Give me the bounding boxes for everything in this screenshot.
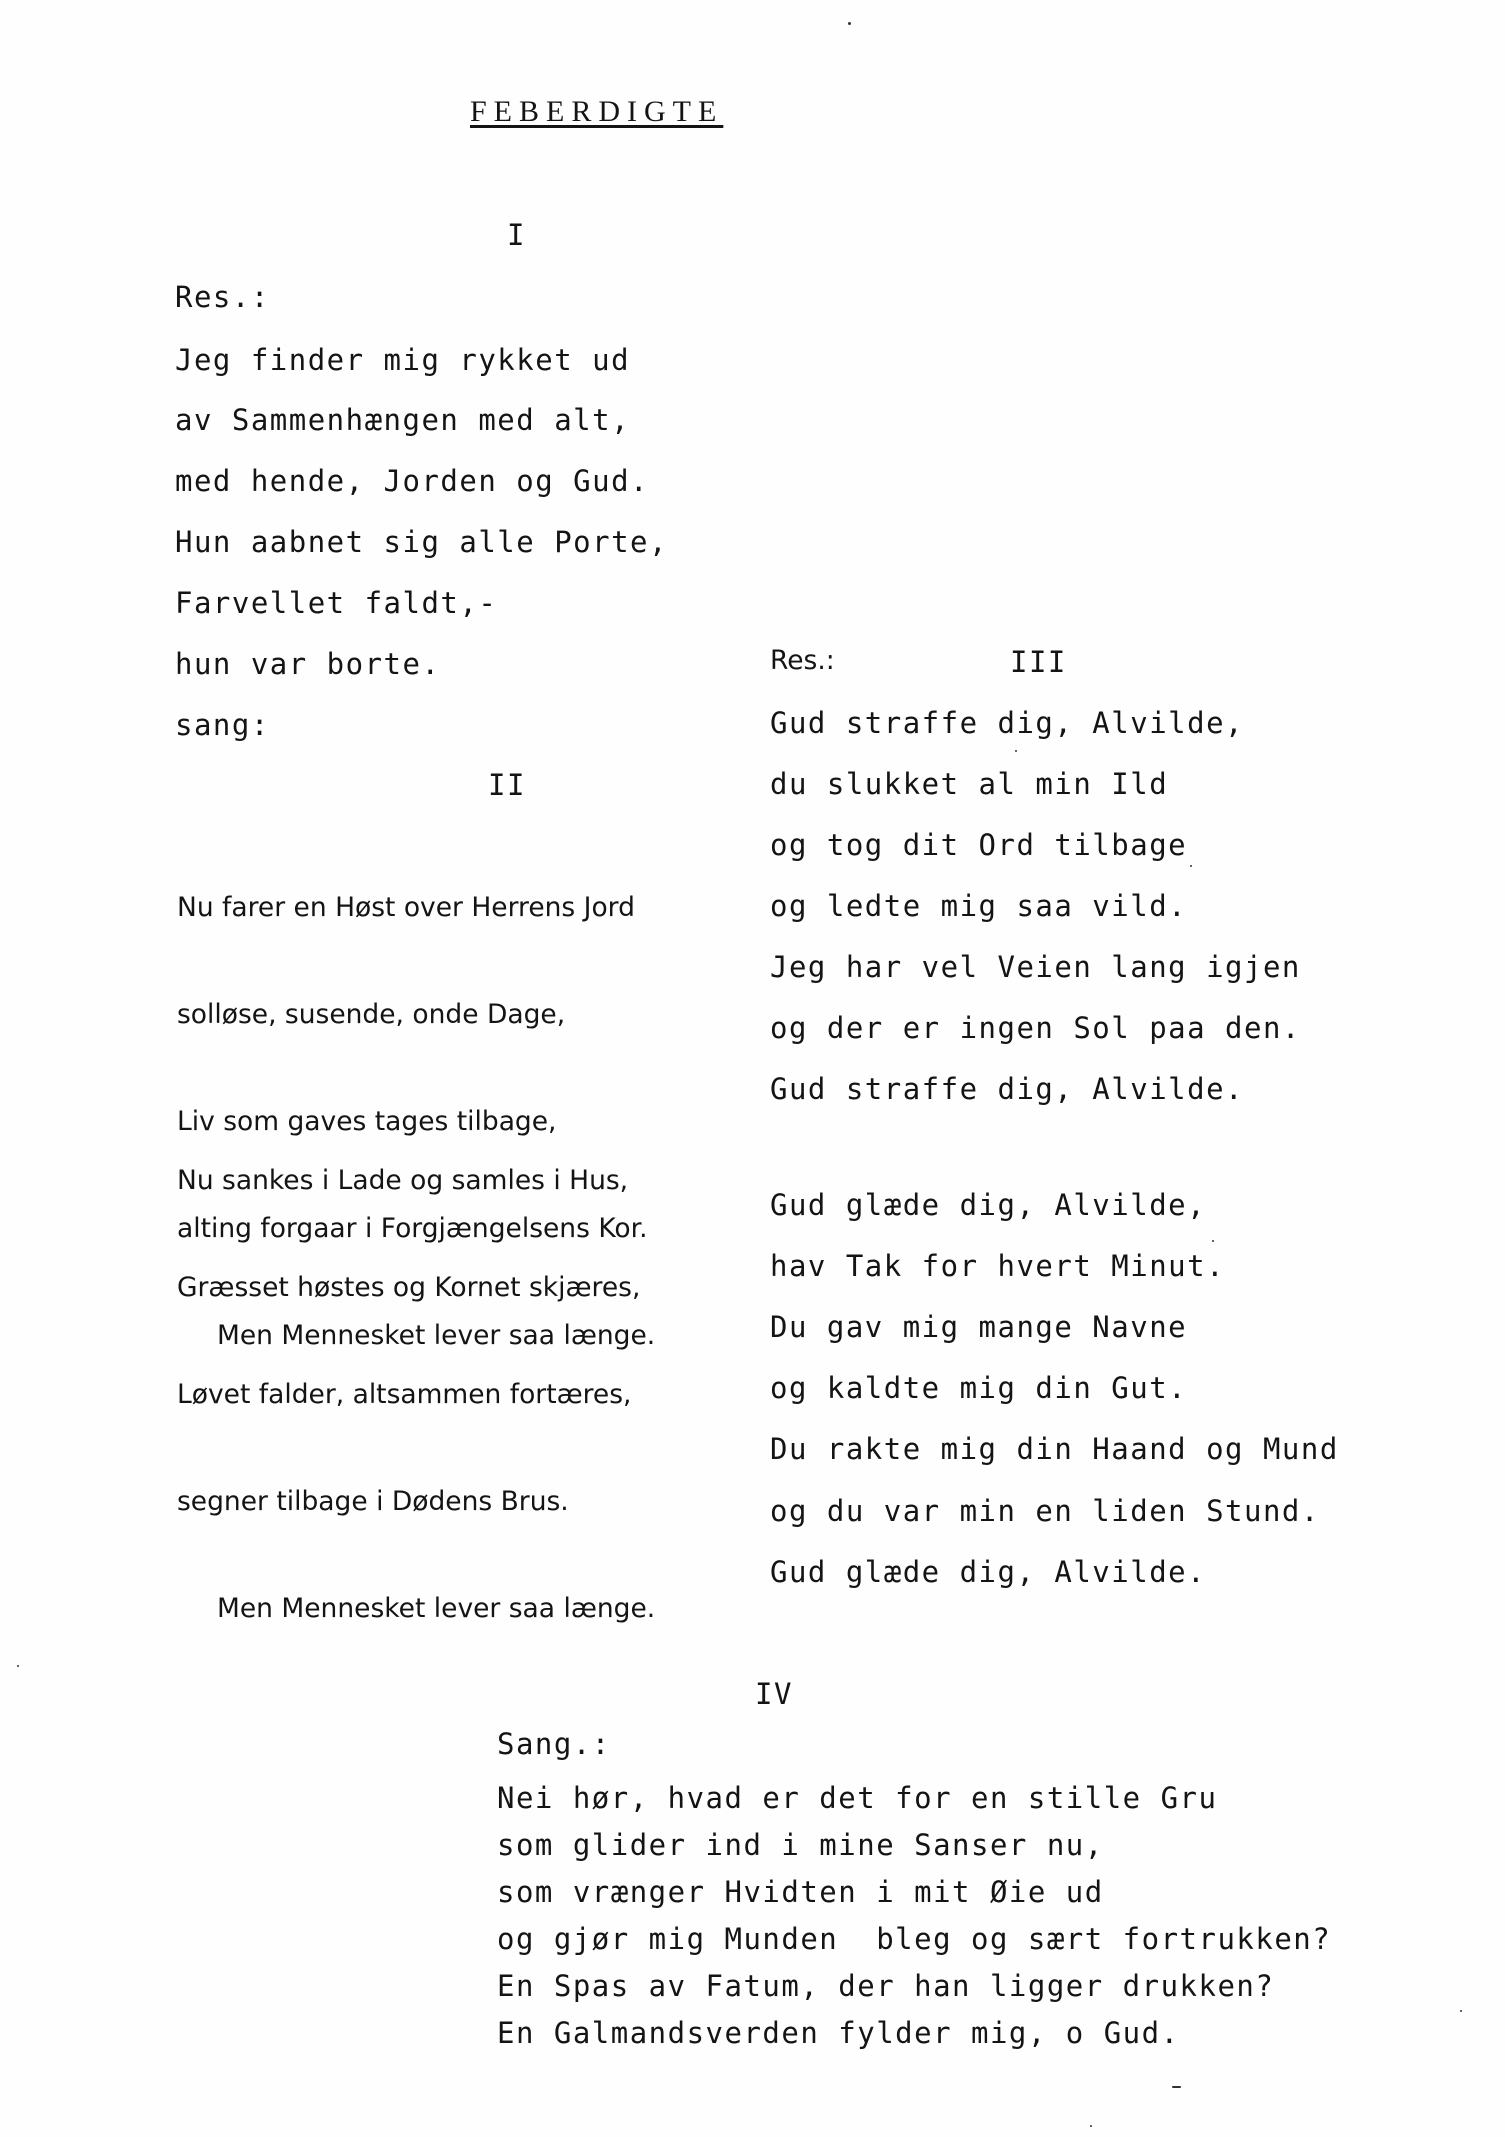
poem-line: hav Tak for hvert Minut.	[770, 1249, 1226, 1283]
poem-line: Gud straffe dig, Alvilde,	[770, 706, 1244, 740]
poem-line: En Galmandsverden fylder mig, o Gud.	[497, 2016, 1180, 2050]
poem-line: Du rakte mig din Haand og Mund	[770, 1432, 1339, 1466]
section-1-heading: Res.:	[175, 280, 270, 314]
poem-line: Hun aabnet sig alle Porte,	[175, 525, 668, 559]
poem-line: En Spas av Fatum, der han ligger drukken?	[497, 1969, 1275, 2003]
scan-speck	[1212, 1240, 1214, 1242]
section-4-stanza	[497, 1781, 1397, 2101]
poem-line: Græsset høstes og Kornet skjæres,	[177, 1272, 641, 1303]
poem-line: Løvet falder, altsammen fortæres,	[177, 1379, 632, 1410]
poem-line: Nu sankes i Lade og samles i Hus,	[177, 1165, 629, 1196]
scan-speck	[848, 22, 851, 25]
scan-speck	[17, 1665, 19, 1667]
section-2-numeral: II	[488, 768, 526, 802]
poem-line: og gjør mig Munden bleg og sært fortrukken?	[497, 1922, 1332, 1956]
scan-speck	[1190, 865, 1192, 867]
poem-line: du slukket al min Ild	[770, 767, 1169, 801]
section-3-stanza-2	[770, 1188, 1370, 1608]
poem-line: alting forgaar i Forgjængelsens Kor.	[177, 1213, 648, 1244]
section-4-numeral: IV	[755, 1677, 793, 1711]
poem-line: som vrænger Hvidten i mit Øie ud	[497, 1875, 1104, 1909]
poem-line: og tog dit Ord tilbage	[770, 828, 1188, 862]
scan-speck	[1460, 2010, 1462, 2012]
section-1-numeral: I	[507, 218, 526, 252]
poem-line: Gud glæde dig, Alvilde.	[770, 1555, 1207, 1589]
poem-line: Nei hør, hvad er det for en stille Gru	[497, 1781, 1218, 1815]
poem-line: og kaldte mig din Gut.	[770, 1371, 1188, 1405]
poem-line: Liv som gaves tages tilbage,	[177, 1106, 557, 1137]
poem-line: Jeg har vel Veien lang igjen	[770, 950, 1301, 984]
section-3-stanza-1	[770, 706, 1370, 1106]
poem-line: Jeg finder mig rykket ud	[175, 343, 631, 377]
section-4-heading: Sang.:	[497, 1727, 611, 1761]
poem-line: hun var borte.	[175, 647, 441, 681]
poem-line: Gud glæde dig, Alvilde,	[770, 1188, 1207, 1222]
document-title: FEBERDIGTE	[470, 95, 724, 128]
scan-speck	[1172, 2086, 1181, 2088]
poem-line: solløse, susende, onde Dage,	[177, 999, 566, 1030]
section-2-stanza-2	[177, 1103, 655, 1700]
poem-line: Nu farer en Høst over Herrens Jord	[177, 892, 635, 923]
section-1-trailing-label: sang:	[175, 708, 270, 742]
poem-line: og der er ingen Sol paa den.	[770, 1011, 1301, 1045]
poem-line: Farvellet faldt,-	[175, 586, 498, 620]
scan-speck	[1015, 750, 1017, 752]
poem-line: og du var min en liden Stund.	[770, 1494, 1320, 1528]
section-3-heading: Res.:	[770, 645, 835, 676]
poem-line: Gud straffe dig, Alvilde.	[770, 1072, 1244, 1106]
poem-line: med hende, Jorden og Gud.	[175, 464, 649, 498]
poem-line: segner tilbage i Dødens Brus.	[177, 1486, 569, 1517]
poem-line: Du gav mig mange Navne	[770, 1310, 1188, 1344]
poem-line: som glider ind i mine Sanser nu,	[497, 1828, 1104, 1862]
poem-refrain: Men Mennesket lever saa længe.	[217, 1320, 656, 1351]
section-3-numeral: III	[1010, 645, 1067, 679]
poem-refrain: Men Mennesket lever saa længe.	[217, 1593, 656, 1624]
poem-line: av Sammenhængen med alt,	[175, 403, 631, 437]
poem-line: og ledte mig saa vild.	[770, 889, 1188, 923]
scan-speck	[1090, 2125, 1092, 2127]
